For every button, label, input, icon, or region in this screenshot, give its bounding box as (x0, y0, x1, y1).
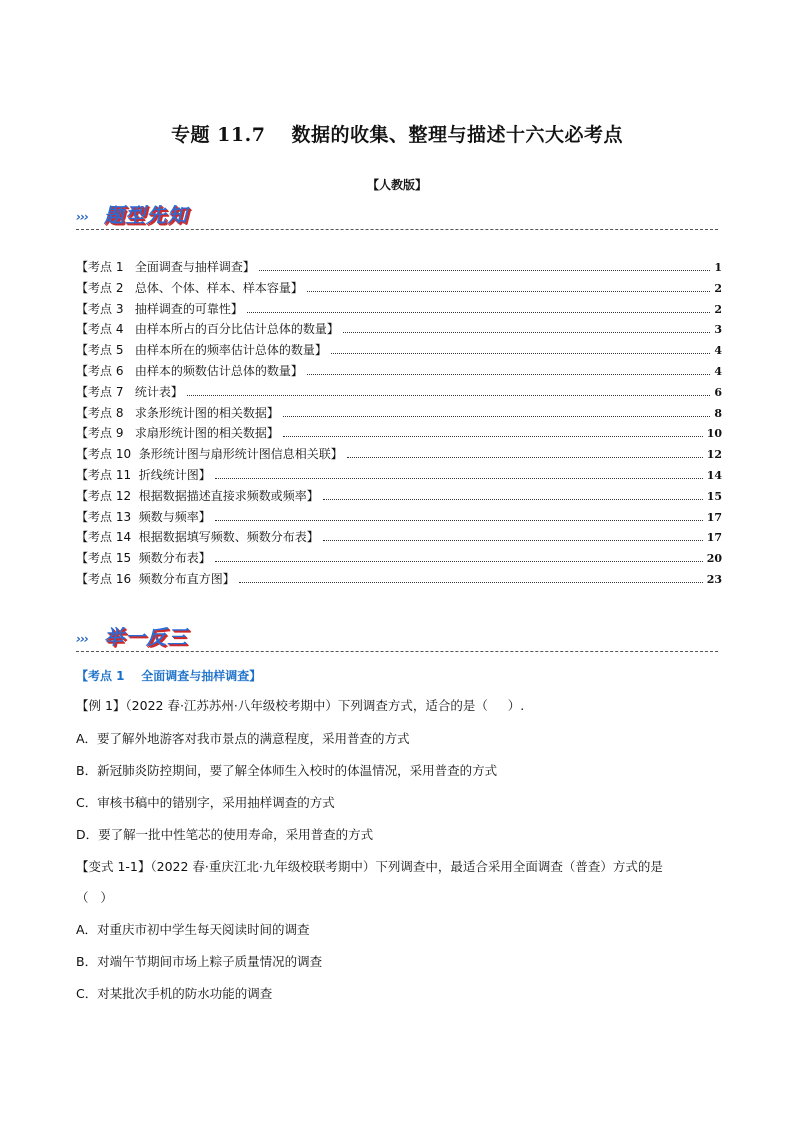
toc-entry-label: 【考点 15 频数分布表】 (76, 551, 211, 566)
practice-banner (76, 620, 718, 652)
toc-leader (215, 561, 703, 562)
toc-entry-label: 【考点 11 折线统计图】 (76, 467, 211, 482)
toc-entry-label: 【考点 4 由样本所占的百分比估计总体的数量】 (76, 322, 339, 337)
example-option-b: B．新冠肺炎防控期间，要了解全体师生入校时的体温情况，采用普查的方式 (76, 763, 498, 778)
variant-option-b: B．对端午节期间市场上粽子质量情况的调查 (76, 954, 323, 969)
example-option-d: D．要了解一批中性笔芯的使用寿命，采用普查的方式 (76, 827, 374, 842)
toc-entry-page: 12 (706, 448, 722, 462)
toc-entry[interactable] (76, 279, 722, 300)
toc-entry-page: 8 (714, 406, 722, 420)
toc-entry-page: 17 (706, 531, 722, 545)
toc-entry[interactable] (76, 528, 722, 549)
banner-arrows-icon: ››› (76, 210, 88, 224)
section-heading: 【考点 1 全面调查与抽样调查】 (76, 669, 262, 683)
toc-leader (343, 332, 710, 333)
variant-question-blank: （ ） (76, 890, 113, 905)
toc-entry[interactable] (76, 383, 722, 404)
toc-entry[interactable] (76, 424, 722, 445)
toc-entry[interactable] (76, 445, 722, 466)
toc-leader (283, 436, 703, 437)
toc-leader (347, 457, 703, 458)
toc-entry-page: 2 (714, 281, 722, 295)
variant-option-c: C．对某批次手机的防水功能的调查 (76, 986, 273, 1001)
toc-entry-page: 1 (714, 261, 722, 274)
toc-entry-page: 10 (706, 427, 722, 441)
toc-entry-label: 【考点 1 全面调查与抽样调查】 (76, 260, 255, 274)
toc-entry[interactable] (76, 320, 722, 341)
toc-entry-label: 【考点 16 频数分布直方图】 (76, 571, 235, 586)
toc-leader (215, 478, 703, 479)
toc-entry-label: 【考点 8 求条形统计图的相关数据】 (76, 405, 279, 420)
toc-entry[interactable] (76, 362, 722, 383)
toc-entry-page: 15 (706, 489, 722, 503)
toc-leader (215, 520, 703, 521)
toc-entry-label: 【考点 14 根据数据填写频数、频数分布表】 (76, 530, 319, 545)
example-option-a: A．要了解外地游客对我市景点的满意程度，采用普查的方式 (76, 731, 410, 746)
title-text: 数据的收集、整理与描述十六大必考点 (291, 124, 623, 146)
toc-leader (187, 395, 710, 396)
example-option-c: C．审核书稿中的错别字，采用抽样调查的方式 (76, 795, 335, 810)
toc-leader (307, 374, 710, 375)
banner-divider (76, 229, 718, 230)
toc-entry-page: 4 (714, 344, 722, 358)
toc-entry-label: 【考点 2 总体、个体、样本、样本容量】 (76, 280, 303, 295)
toc-leader (239, 582, 703, 583)
toc-entry-label: 【考点 3 抽样调查的可靠性】 (76, 301, 243, 316)
toc-entry-label: 【考点 10 条形统计图与扇形统计图信息相关联】 (76, 447, 343, 462)
toc-entry-page: 20 (706, 552, 722, 566)
toc-leader (331, 353, 710, 354)
banner-divider (76, 651, 718, 652)
practice-banner-title: 举一反三 (104, 625, 188, 649)
document-title (0, 120, 794, 147)
toc-leader (259, 270, 710, 271)
toc-entry-label: 【考点 12 根据数据描述直接求频数或频率】 (76, 488, 319, 503)
edition-label: 【人教版】 (366, 178, 427, 192)
toc-entry-label: 【考点 5 由样本所在的频率估计总体的数量】 (76, 343, 327, 358)
toc-leader (283, 416, 710, 417)
toc-entry-page: 14 (706, 468, 722, 482)
toc-entry-label: 【考点 6 由样本的频数估计总体的数量】 (76, 363, 303, 378)
toc-entry[interactable] (76, 258, 722, 279)
toc-banner-title: 题型先知 (104, 203, 188, 227)
toc-entry[interactable] (76, 487, 722, 508)
toc-entry[interactable] (76, 341, 722, 362)
toc-banner (76, 198, 718, 230)
toc-leader (323, 499, 703, 500)
toc-entry[interactable] (76, 549, 722, 570)
title-number: 专题 11.7 (171, 124, 266, 146)
table-of-contents (76, 258, 722, 591)
toc-entry-label: 【考点 13 频数与频率】 (76, 509, 211, 524)
toc-entry-page: 4 (714, 364, 722, 378)
toc-entry[interactable] (76, 466, 722, 487)
toc-entry[interactable] (76, 570, 722, 591)
toc-entry-page: 2 (714, 302, 722, 316)
toc-entry-label: 【考点 7 统计表】 (76, 384, 183, 399)
toc-entry-page: 3 (714, 323, 722, 337)
example-question: 【例 1】（2022 春·江苏苏州·八年级校考期中）下列调查方式，适合的是（ ）. (76, 698, 525, 713)
banner-arrows-icon: ››› (76, 632, 88, 646)
toc-leader (247, 312, 710, 313)
toc-entry-page: 6 (714, 385, 722, 399)
toc-entry[interactable] (76, 404, 722, 425)
toc-leader (323, 540, 703, 541)
toc-entry-page: 17 (706, 510, 722, 524)
toc-entry[interactable] (76, 300, 722, 321)
toc-leader (307, 291, 710, 292)
toc-entry-page: 23 (706, 572, 722, 586)
variant-option-a: A．对重庆市初中学生每天阅读时间的调查 (76, 922, 310, 937)
toc-entry-label: 【考点 9 求扇形统计图的相关数据】 (76, 426, 279, 441)
toc-entry[interactable] (76, 508, 722, 529)
variant-question: 【变式 1-1】（2022 春·重庆江北·九年级校联考期中）下列调查中，最适合采用全面调查（普查）方式的是 (76, 859, 663, 874)
